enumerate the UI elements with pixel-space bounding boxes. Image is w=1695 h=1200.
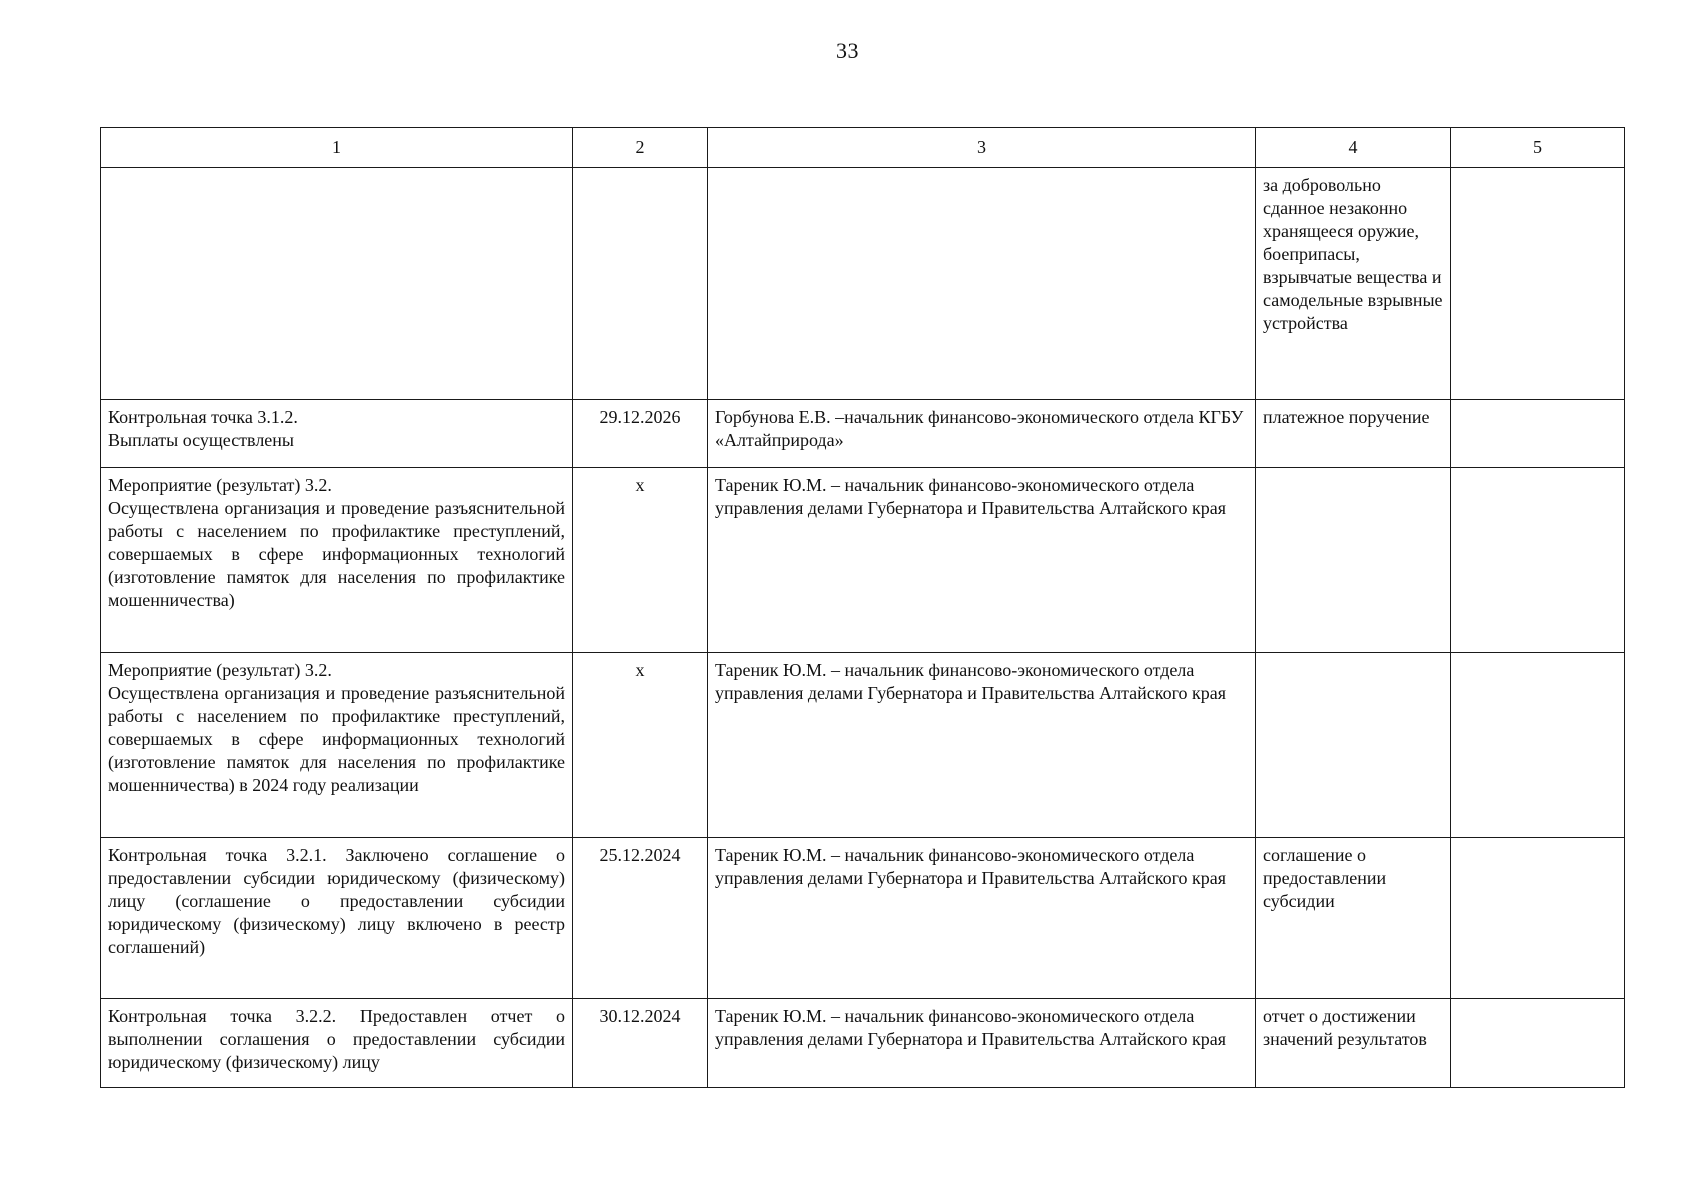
- activity-description: Осуществлена организация и проведение разъяснительной работы с населением по профилактике преступлений, совершаемых в сфере информационных технологий (изготовление памяток для населения по профилактике мошенничества): [108, 498, 565, 610]
- cell-activity: [101, 999, 573, 1088]
- activity-title: Контрольная точка 3.1.2.: [108, 407, 298, 427]
- cell-activity: [101, 400, 573, 468]
- plan-table: [100, 127, 1625, 1088]
- activity-title: Мероприятие (результат) 3.2.: [108, 475, 332, 495]
- activity-description: Контрольная точка 3.2.1. Заключено соглашение о предоставлении субсидии юридическому (физическому) лицу (соглашение о предоставлении субсидии юридическому (физическому) лицу включено в реестр соглашений): [108, 845, 565, 957]
- cell-note: [1451, 999, 1625, 1088]
- column-header-3: 3: [708, 128, 1256, 168]
- page-number: 33: [836, 38, 859, 63]
- table-header-row: [101, 128, 1625, 168]
- column-header-5: 5: [1451, 128, 1625, 168]
- cell-note: [1451, 653, 1625, 838]
- cell-activity: [101, 653, 573, 838]
- table-row: [101, 400, 1625, 468]
- cell-activity: [101, 838, 573, 999]
- cell-document: соглашение о предоставлении субсидии: [1256, 838, 1451, 999]
- table-row: [101, 653, 1625, 838]
- cell-activity: [101, 468, 573, 653]
- activity-description: Выплаты осуществлены: [108, 430, 295, 450]
- cell-note: [1451, 168, 1625, 400]
- cell-note: [1451, 838, 1625, 999]
- table-row: [101, 999, 1625, 1088]
- cell-date: [573, 168, 708, 400]
- activity-description: Контрольная точка 3.2.2. Предоставлен отчет о выполнении соглашения о предоставлении субсидии юридическому (физическому) лицу: [108, 1006, 565, 1072]
- cell-responsible: Горбунова Е.В. –начальник финансово-экономического отдела КГБУ «Алтайприрода»: [708, 400, 1256, 468]
- column-header-1: 1: [101, 128, 573, 168]
- cell-document: [1256, 653, 1451, 838]
- table-row: [101, 168, 1625, 400]
- activity-title: Мероприятие (результат) 3.2.: [108, 660, 332, 680]
- cell-date: 30.12.2024: [573, 999, 708, 1088]
- column-header-4: 4: [1256, 128, 1451, 168]
- cell-date: 29.12.2026: [573, 400, 708, 468]
- table-row: [101, 468, 1625, 653]
- cell-responsible: Тареник Ю.М. – начальник финансово-экономического отдела управления делами Губернатора и Правительства Алтайского края: [708, 653, 1256, 838]
- cell-responsible: [708, 168, 1256, 400]
- activity-description: Осуществлена организация и проведение разъяснительной работы с населением по профилактике преступлений, совершаемых в сфере информационных технологий (изготовление памяток для населения по профилактике мошенничества) в 2024 году реализации: [108, 683, 565, 795]
- cell-document: отчет о достижении значений результатов: [1256, 999, 1451, 1088]
- cell-date: х: [573, 468, 708, 653]
- cell-responsible: Тареник Ю.М. – начальник финансово-экономического отдела управления делами Губернатора и Правительства Алтайского края: [708, 999, 1256, 1088]
- column-header-2: 2: [573, 128, 708, 168]
- cell-date: 25.12.2024: [573, 838, 708, 999]
- cell-document: [1256, 468, 1451, 653]
- table-row: [101, 838, 1625, 999]
- cell-note: [1451, 468, 1625, 653]
- cell-document: платежное поручение: [1256, 400, 1451, 468]
- cell-document: за добровольно сданное незаконно хранящееся оружие, боеприпасы, взрывчатые вещества и самодельные взрывные устройства: [1256, 168, 1451, 400]
- cell-responsible: Тареник Ю.М. – начальник финансово-экономического отдела управления делами Губернатора и Правительства Алтайского края: [708, 468, 1256, 653]
- cell-activity: [101, 168, 573, 400]
- cell-date: х: [573, 653, 708, 838]
- cell-note: [1451, 400, 1625, 468]
- cell-responsible: Тареник Ю.М. – начальник финансово-экономического отдела управления делами Губернатора и Правительства Алтайского края: [708, 838, 1256, 999]
